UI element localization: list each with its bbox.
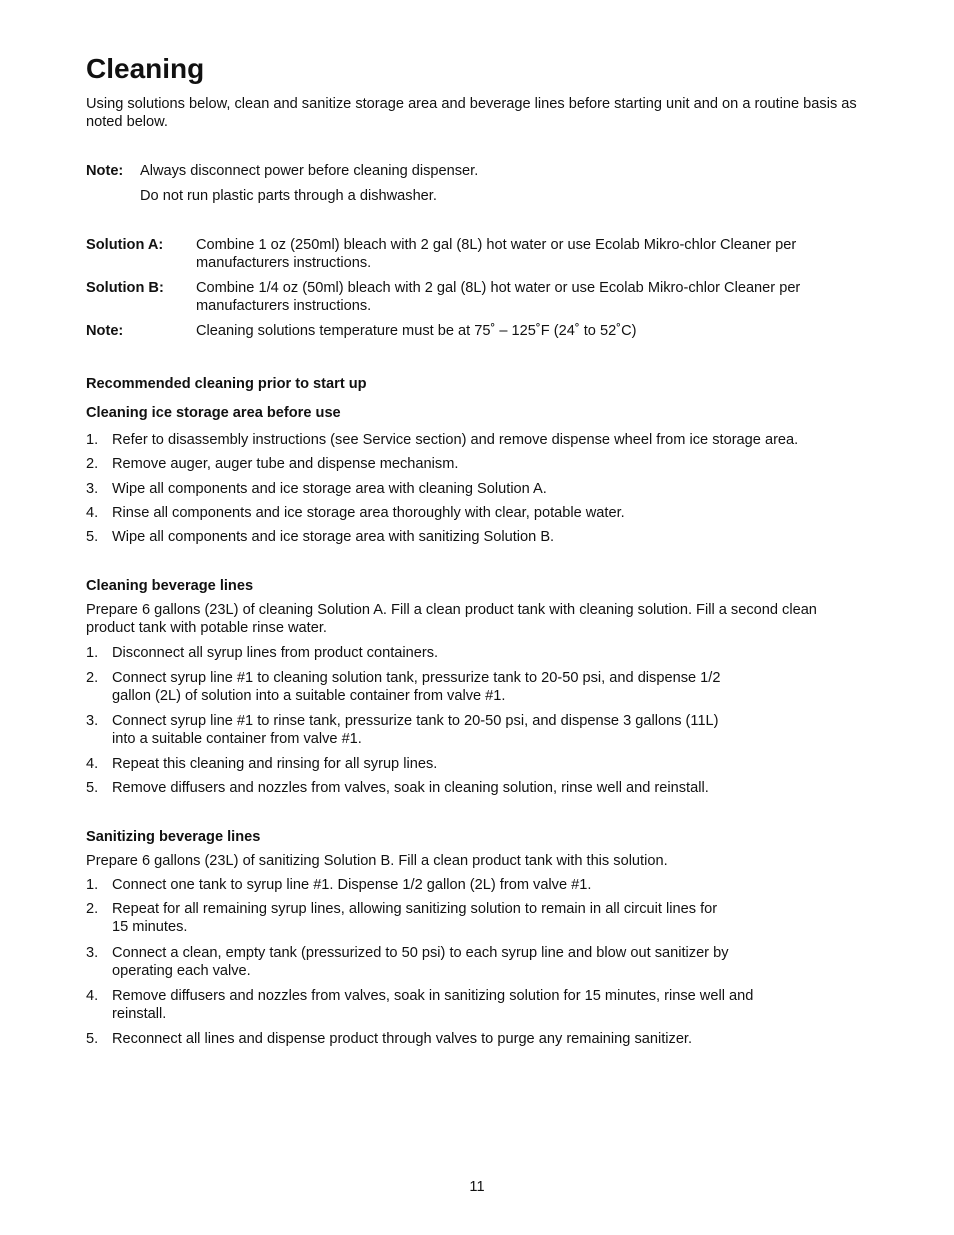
solution-b-label: Solution B: bbox=[86, 280, 164, 296]
solution-b-text: Combine 1/4 oz (50ml) bleach with 2 gal (8L) hot water or use Ecolab Mikro-chlor Cleaner per manufacturers instructions. bbox=[196, 280, 801, 314]
list-item-number: 4. bbox=[86, 505, 99, 521]
solution-a-text: Combine 1 oz (250ml) bleach with 2 gal (8L) hot water or use Ecolab Mikro-chlor Cleaner per manufacturers instructions. bbox=[196, 237, 797, 271]
list-item-number: 4. bbox=[86, 988, 99, 1004]
list-item bbox=[86, 876, 856, 894]
list-item-number: 5. bbox=[86, 1031, 99, 1047]
note-line-2: Do not run plastic parts through a dishwasher. bbox=[140, 188, 437, 204]
list-item-line: into a suitable container from valve #1. bbox=[112, 731, 362, 747]
sanitizing-lines-intro: Prepare 6 gallons (23L) of sanitizing Solution B. Fill a clean product tank with this solution. bbox=[86, 853, 668, 869]
list-item-text bbox=[112, 669, 856, 705]
list-item-number: 3. bbox=[86, 945, 99, 961]
list-item bbox=[86, 755, 856, 773]
section-heading-sanitizing-lines: Sanitizing beverage lines bbox=[86, 829, 261, 845]
list-item-line: operating each valve. bbox=[112, 963, 251, 979]
list-item-line: reinstall. bbox=[112, 1006, 167, 1022]
list-item-text: Repeat this cleaning and rinsing for all syrup lines. bbox=[112, 756, 438, 772]
section-subheading-ice-storage: Cleaning ice storage area before use bbox=[86, 405, 341, 421]
list-item-text bbox=[112, 712, 856, 748]
list-item-text: Wipe all components and ice storage area with sanitizing Solution B. bbox=[112, 529, 555, 545]
temperature-note-text: Cleaning solutions temperature must be at 75˚ – 125˚F (24˚ to 52˚C) bbox=[196, 323, 637, 339]
list-item-line: Connect syrup line #1 to rinse tank, pressurize tank to 20-50 psi, and dispense 3 gallons (11L) bbox=[112, 713, 719, 729]
list-item-number: 5. bbox=[86, 529, 99, 545]
solution-a-row bbox=[86, 236, 866, 272]
list-item bbox=[86, 480, 856, 498]
list-item-number: 1. bbox=[86, 877, 99, 893]
list-item bbox=[86, 779, 856, 797]
list-item-text: Remove diffusers and nozzles from valves, soak in cleaning solution, rinse well and reinstall. bbox=[112, 780, 709, 796]
list-item-number: 5. bbox=[86, 780, 99, 796]
list-item bbox=[86, 1030, 856, 1048]
list-item-text bbox=[112, 987, 856, 1023]
section-heading-cleaning-lines: Cleaning beverage lines bbox=[86, 578, 254, 594]
list-item bbox=[86, 712, 856, 748]
list-item-line: gallon (2L) of solution into a suitable container from valve #1. bbox=[112, 688, 506, 704]
note-line-1: Always disconnect power before cleaning dispenser. bbox=[140, 163, 479, 179]
list-item-line: Repeat for all remaining syrup lines, allowing sanitizing solution to remain in all circuit lines for bbox=[112, 901, 718, 917]
list-item bbox=[86, 455, 856, 473]
list-item-number: 1. bbox=[86, 432, 99, 448]
list-item-text bbox=[112, 900, 856, 936]
page-number: 11 bbox=[469, 1179, 485, 1195]
note-row bbox=[86, 162, 866, 180]
list-item bbox=[86, 669, 856, 705]
list-item-text: Refer to disassembly instructions (see Service section) and remove dispense wheel from ice storage area. bbox=[112, 432, 799, 448]
solution-a-label: Solution A: bbox=[86, 237, 164, 253]
cleaning-lines-intro: Prepare 6 gallons (23L) of cleaning Solution A. Fill a clean product tank with cleaning solution. Fill a second clean product tank with potable rinse water. bbox=[86, 602, 817, 636]
list-item-text: Rinse all components and ice storage area thoroughly with clear, potable water. bbox=[112, 505, 625, 521]
list-item bbox=[86, 644, 856, 662]
list-item bbox=[86, 504, 856, 522]
list-item-text: Wipe all components and ice storage area with cleaning Solution A. bbox=[112, 481, 547, 497]
list-item bbox=[86, 944, 856, 980]
list-item-number: 2. bbox=[86, 901, 99, 917]
temperature-note-label: Note: bbox=[86, 323, 124, 339]
list-item-line: 15 minutes. bbox=[112, 919, 188, 935]
list-item-number: 1. bbox=[86, 645, 99, 661]
list-item-number: 3. bbox=[86, 481, 99, 497]
note-label: Note: bbox=[86, 163, 124, 179]
list-item-text bbox=[112, 944, 856, 980]
list-item-line: Connect a clean, empty tank (pressurized to 50 psi) to each syrup line and blow out sanitizer by bbox=[112, 945, 729, 961]
section-heading-prior-start: Recommended cleaning prior to start up bbox=[86, 376, 367, 392]
page-title: Cleaning bbox=[86, 53, 205, 84]
list-item-text: Disconnect all syrup lines from product containers. bbox=[112, 645, 439, 661]
list-item bbox=[86, 431, 856, 449]
list-item-line: Connect syrup line #1 to cleaning solution tank, pressurize tank to 20-50 psi, and dispense 1/2 bbox=[112, 670, 721, 686]
list-item-number: 2. bbox=[86, 456, 99, 472]
list-item bbox=[86, 900, 856, 936]
list-item-text: Remove auger, auger tube and dispense mechanism. bbox=[112, 456, 459, 472]
list-item-number: 3. bbox=[86, 713, 99, 729]
list-item-text: Reconnect all lines and dispense product through valves to purge any remaining sanitizer. bbox=[112, 1031, 693, 1047]
list-item bbox=[86, 987, 856, 1023]
list-item-text: Connect one tank to syrup line #1. Dispense 1/2 gallon (2L) from valve #1. bbox=[112, 877, 592, 893]
list-item-number: 2. bbox=[86, 670, 99, 686]
list-item-number: 4. bbox=[86, 756, 99, 772]
temperature-note-row bbox=[86, 322, 866, 340]
solution-b-row bbox=[86, 279, 866, 315]
list-item bbox=[86, 528, 856, 546]
list-item-line: Remove diffusers and nozzles from valves, soak in sanitizing solution for 15 minutes, rinse well and bbox=[112, 988, 754, 1004]
intro-paragraph: Using solutions below, clean and sanitize storage area and beverage lines before starting unit and on a routine basis as noted below. bbox=[86, 96, 857, 130]
